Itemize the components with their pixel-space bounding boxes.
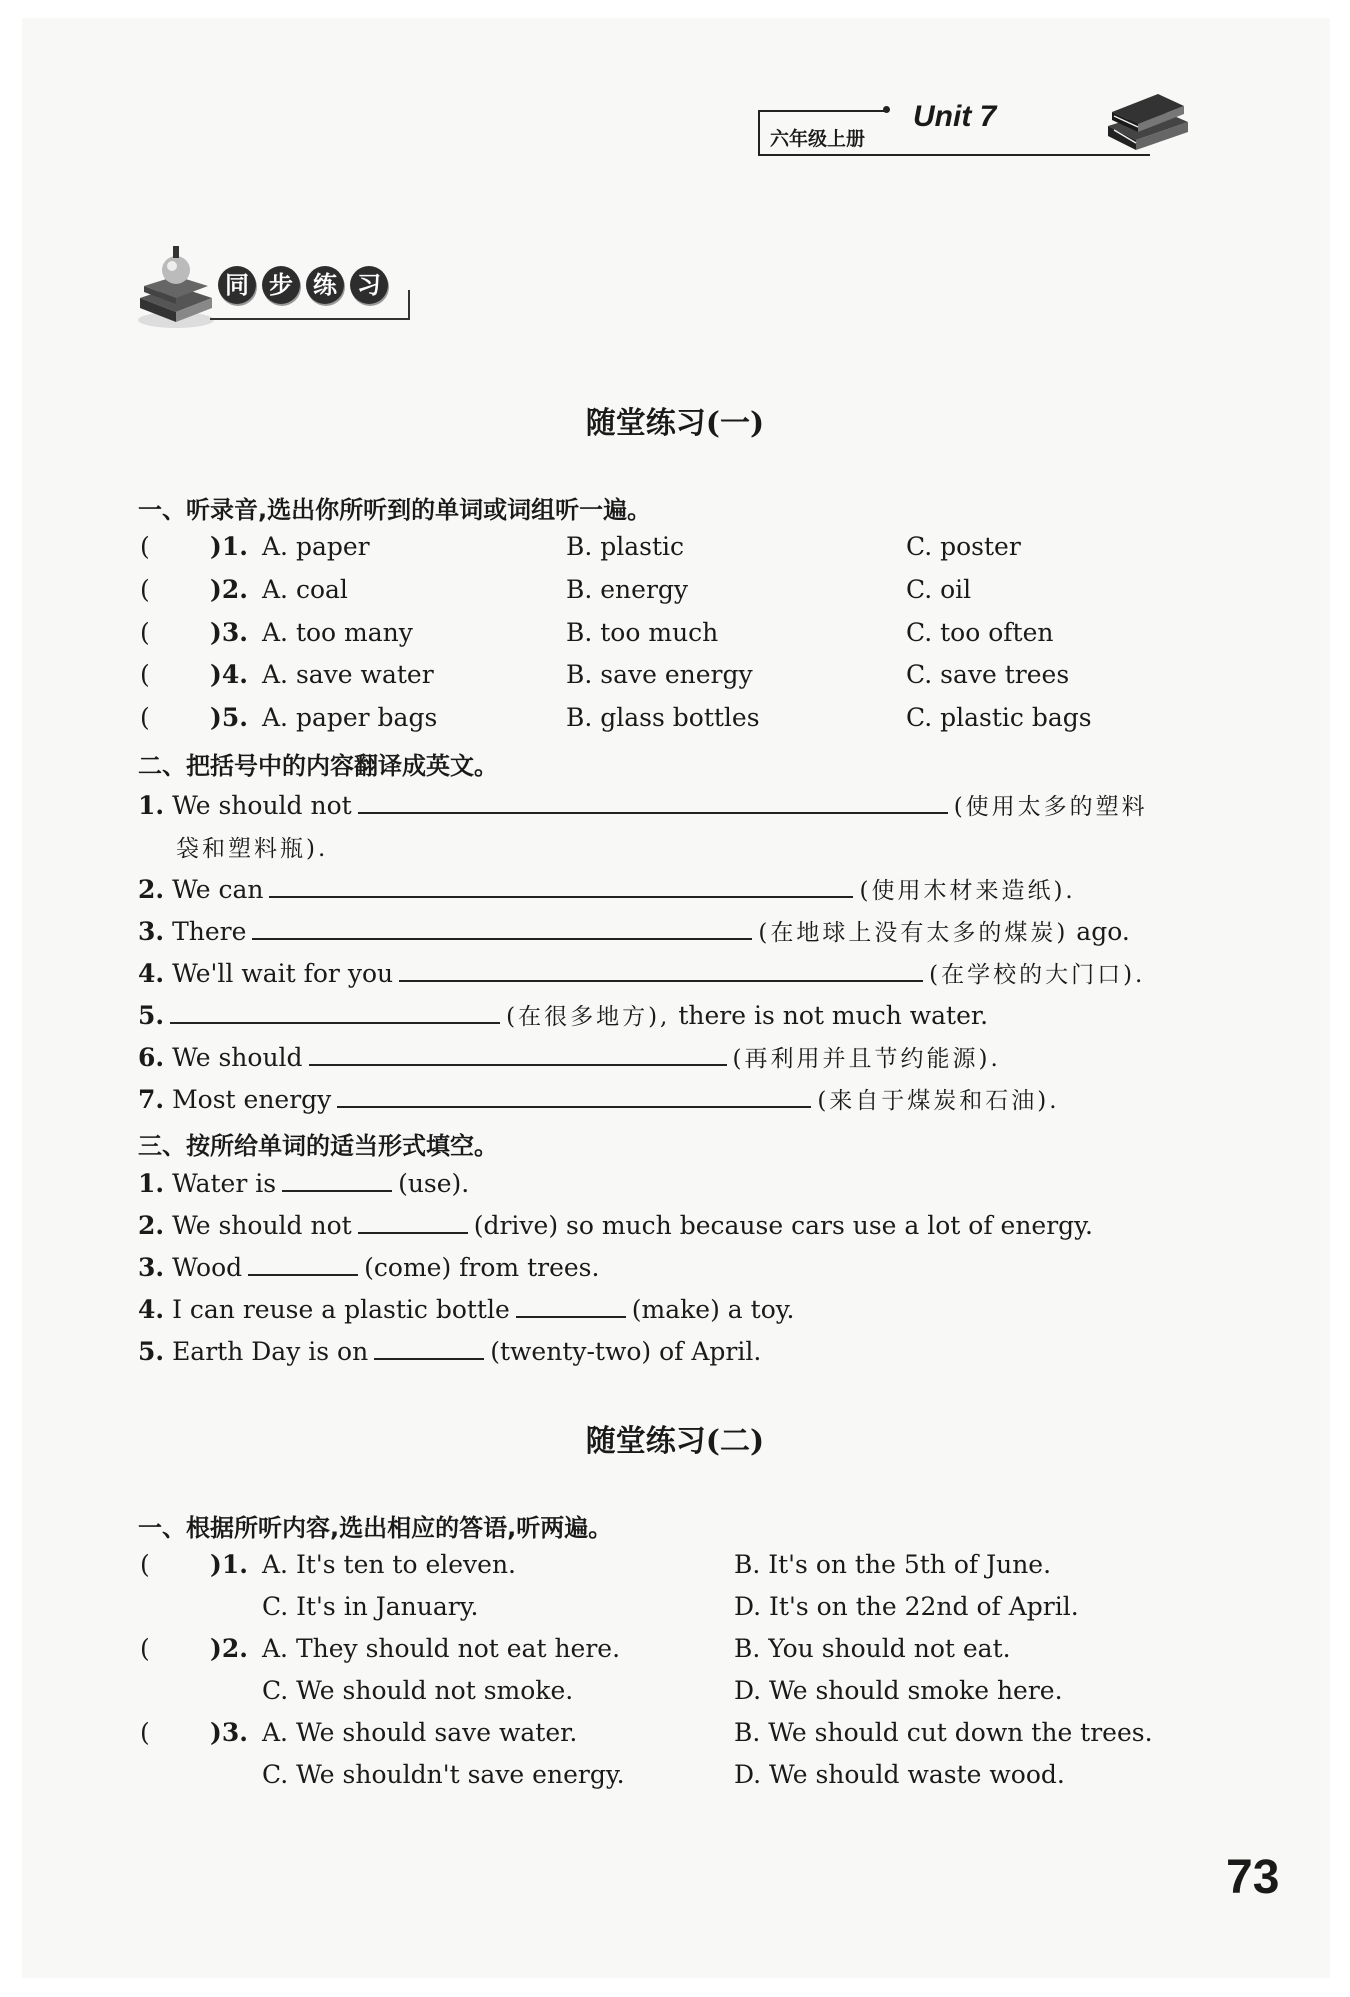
question-number: )3. — [210, 1718, 248, 1747]
question-number: )2. — [210, 1634, 248, 1663]
item-number: 5. — [138, 1337, 165, 1366]
question-number: )1. — [210, 1550, 248, 1579]
item-text: Wood — [172, 1253, 243, 1282]
answer-blank[interactable] — [358, 1210, 468, 1234]
books-icon — [1100, 88, 1192, 158]
banner-char: 习 — [350, 266, 388, 304]
item-number: 3. — [138, 917, 165, 946]
chinese-hint: (在很多地方), — [506, 1004, 671, 1030]
item-text-after: (come) from trees. — [364, 1253, 600, 1282]
question-number: )3. — [210, 618, 248, 647]
chinese-hint: (来自于煤炭和石油). — [817, 1088, 1060, 1114]
fill-item-1 — [138, 1168, 469, 1198]
translate-item-1 — [138, 788, 1148, 821]
item-number: 7. — [138, 1085, 165, 1114]
item-text-after: (make) a toy. — [631, 1295, 795, 1324]
item-text: I can reuse a plastic bottle — [172, 1295, 510, 1324]
fill-item-3 — [138, 1252, 599, 1282]
translate-item-2 — [138, 872, 1076, 905]
option-a: A. They should not eat here. — [262, 1634, 621, 1663]
item-text: We should — [172, 1043, 303, 1072]
option-b: B. energy — [566, 575, 689, 604]
option-c: C. oil — [906, 575, 972, 604]
item-text-after: there is not much water. — [678, 1001, 989, 1030]
answer-paren[interactable]: ( — [140, 618, 150, 647]
question-number: )1. — [210, 532, 248, 561]
item-text: Most energy — [172, 1085, 332, 1114]
page-number: 73 — [1226, 1851, 1280, 1904]
translate-item-4 — [138, 956, 1145, 989]
answer-blank[interactable] — [358, 790, 948, 814]
option-b: B. You should not eat. — [734, 1634, 1011, 1663]
item-text-after: (use). — [398, 1169, 470, 1198]
option-a: A. We should save water. — [262, 1718, 578, 1747]
translate-item-7 — [138, 1082, 1060, 1115]
item-number: 3. — [138, 1253, 165, 1282]
item-text: We'll wait for you — [172, 959, 394, 988]
item-text-after: (twenty-two) of April. — [490, 1337, 762, 1366]
option-a: A. paper — [262, 532, 370, 561]
option-d: D. We should smoke here. — [734, 1676, 1063, 1705]
answer-blank[interactable] — [269, 874, 853, 898]
question-number: )4. — [210, 660, 248, 689]
translate-item-6 — [138, 1040, 1001, 1073]
chinese-hint: (在学校的大门口). — [929, 962, 1146, 988]
item-text: We should not — [172, 791, 352, 820]
option-b: B. It's on the 5th of June. — [734, 1550, 1052, 1579]
item-number: 1. — [138, 1169, 165, 1198]
stack-lamp-icon — [136, 240, 216, 332]
answer-paren[interactable]: ( — [140, 575, 150, 604]
section-banner — [218, 266, 394, 304]
fill-item-5 — [138, 1336, 761, 1366]
chinese-hint: (在地球上没有太多的煤炭) — [758, 920, 1069, 946]
item-number: 2. — [138, 875, 165, 904]
section-heading: 一、根据所听内容,选出相应的答语,听两遍。 — [138, 1514, 613, 1542]
question-number: )5. — [210, 703, 248, 732]
question-number: )2. — [210, 575, 248, 604]
fill-item-2 — [138, 1210, 1093, 1240]
item-text: We can — [172, 875, 264, 904]
option-a: A. paper bags — [262, 703, 438, 732]
answer-blank[interactable] — [252, 916, 752, 940]
option-c: C. We shouldn't save energy. — [262, 1760, 625, 1789]
answer-paren[interactable]: ( — [140, 1550, 150, 1579]
item-text-after: ago. — [1076, 917, 1130, 946]
option-c: C. too often — [906, 618, 1054, 647]
answer-blank[interactable] — [170, 1000, 500, 1024]
item-text-after: (drive) so much because cars use a lot of energy. — [473, 1211, 1093, 1240]
part1-title: 随堂练习(一) — [585, 406, 765, 441]
translate-item-5 — [138, 998, 988, 1031]
item-text: Earth Day is on — [172, 1337, 369, 1366]
banner-underline-end — [408, 290, 410, 320]
option-d: D. We should waste wood. — [734, 1760, 1065, 1789]
chinese-hint: (使用木材来造纸). — [859, 878, 1076, 904]
option-a: A. too many — [262, 618, 413, 647]
item-number: 5. — [138, 1001, 165, 1030]
section-heading: 一、听录音,选出你所听到的单词或词组听一遍。 — [138, 496, 652, 524]
grade-label: 六年级上册 — [770, 128, 866, 150]
translate-item-1-cont — [176, 830, 328, 863]
option-b: B. save energy — [566, 660, 753, 689]
item-number: 6. — [138, 1043, 165, 1072]
answer-paren[interactable]: ( — [140, 660, 150, 689]
option-c: C. It's in January. — [262, 1592, 479, 1621]
chinese-hint: 袋和塑料瓶). — [176, 836, 329, 862]
translate-item-3 — [138, 914, 1130, 947]
answer-blank[interactable] — [309, 1042, 727, 1066]
answer-blank[interactable] — [399, 958, 923, 982]
unit-label: Unit 7 — [913, 100, 997, 133]
banner-underline — [210, 318, 410, 320]
option-a: A. save water — [262, 660, 434, 689]
part2-title: 随堂练习(二) — [585, 1424, 765, 1459]
banner-char: 步 — [262, 266, 300, 304]
answer-paren[interactable]: ( — [140, 1634, 150, 1663]
answer-blank[interactable] — [374, 1336, 484, 1360]
option-a: A. It's ten to eleven. — [262, 1550, 517, 1579]
item-number: 1. — [138, 791, 165, 820]
item-text: There — [172, 917, 247, 946]
option-b: B. glass bottles — [566, 703, 760, 732]
answer-blank[interactable] — [516, 1294, 626, 1318]
answer-blank[interactable] — [248, 1252, 358, 1276]
fill-item-4 — [138, 1294, 795, 1324]
item-text: Water is — [172, 1169, 277, 1198]
item-number: 2. — [138, 1211, 165, 1240]
answer-blank[interactable] — [337, 1084, 811, 1108]
option-b: B. too much — [566, 618, 719, 647]
chinese-hint: (使用太多的塑料 — [953, 794, 1148, 820]
answer-paren[interactable]: ( — [140, 1718, 150, 1747]
answer-paren[interactable]: ( — [140, 703, 150, 732]
option-d: D. It's on the 22nd of April. — [734, 1592, 1079, 1621]
chinese-hint: (再利用并且节约能源). — [732, 1046, 1001, 1072]
answer-blank[interactable] — [282, 1168, 392, 1192]
option-c: C. plastic bags — [906, 703, 1092, 732]
banner-char: 练 — [306, 266, 344, 304]
answer-paren[interactable]: ( — [140, 532, 150, 561]
section-heading: 三、按所给单词的适当形式填空。 — [138, 1132, 498, 1160]
option-b: B. We should cut down the trees. — [734, 1718, 1153, 1747]
item-text: We should not — [172, 1211, 352, 1240]
option-b: B. plastic — [566, 532, 685, 561]
option-c: C. We should not smoke. — [262, 1676, 574, 1705]
option-c: C. poster — [906, 532, 1021, 561]
item-number: 4. — [138, 959, 165, 988]
section-heading: 二、把括号中的内容翻译成英文。 — [138, 752, 498, 780]
option-c: C. save trees — [906, 660, 1070, 689]
banner-char: 同 — [218, 266, 256, 304]
item-number: 4. — [138, 1295, 165, 1324]
option-a: A. coal — [262, 575, 348, 604]
